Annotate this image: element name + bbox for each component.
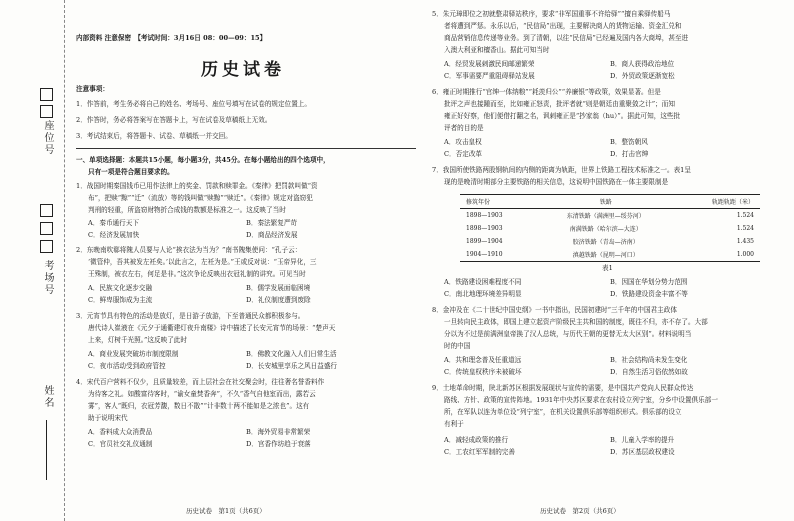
table-cell: 1898—1903 — [466, 212, 503, 219]
question-line: 8．金冲及在《二十世纪中国史纲》一书中指出，民国初建时“三千年的中国君主政体 — [432, 306, 677, 314]
notes-heading: 注意事项： — [76, 85, 109, 93]
question-line: 评者的目的是 — [444, 124, 484, 132]
option-a[interactable]: A．攻击皇权 — [444, 138, 482, 146]
question-line: 分以为不过是前满洲皇帝换了汉人总统，与历代王朝的更替无太大区别”。材料说明当 — [444, 330, 692, 338]
question-line: 一旦转向民主政体，即国上建立起资产阶级民主共和国的制度，既往不归，亦不存了。大部 — [444, 318, 708, 326]
question-line: 1．战国时期秦国钱币已用作法律上的奖金、罚款和赎罪金。《秦律》把罚款叫做“资 — [76, 182, 318, 190]
table-cell: 1904—1910 — [466, 251, 503, 258]
question-line: 3．元宵节具有特色的活动是放灯，是日游子放游，下至普通民众都积极参与。 — [76, 312, 305, 320]
table-cell: 南满铁路（哈尔滨—大连） — [569, 226, 642, 233]
option-b[interactable]: B．海外贸易非常繁荣 — [246, 428, 311, 436]
page-2 — [430, 0, 786, 521]
table-header-cell: 铁路 — [599, 199, 612, 206]
exam-room-label: 考场号 — [42, 260, 53, 296]
option-b[interactable]: B．儒学发展面临困境 — [246, 284, 311, 292]
seat-box[interactable] — [40, 88, 53, 101]
option-d[interactable]: D．打击官绅 — [610, 150, 649, 158]
option-c[interactable]: C．否定改革 — [444, 150, 483, 158]
option-c[interactable]: C．军事需要严重阻碍驿站发展 — [444, 72, 535, 80]
table-cell: 1898—1903 — [466, 225, 503, 232]
question-line: 现的是晚清时期部分主要铁路的相关信息，这说明中国铁路在一体主要限制是 — [444, 178, 669, 186]
option-d[interactable]: D．礼仪制度遭到废除 — [246, 296, 311, 304]
note-item: 3．考试结束后，将答题卡、试卷、草稿纸一并交回。 — [76, 132, 232, 140]
table-header-cell: 修筑年份 — [466, 199, 491, 206]
option-a[interactable]: A．共和理念普及任重道远 — [444, 356, 522, 364]
option-b[interactable]: B．整饬朝风 — [610, 138, 648, 146]
option-d[interactable]: D．商品经济发展 — [246, 231, 298, 239]
option-a[interactable]: A．民族文化逐步交融 — [88, 284, 153, 292]
railway-table — [460, 194, 760, 262]
table-cell: 1899—1904 — [466, 238, 503, 245]
table-cell: 1.435 — [736, 238, 754, 245]
page-footer: 历史试卷 第1页（共6页） — [186, 507, 266, 515]
option-d[interactable]: D．苏区基层政权建设 — [610, 448, 675, 456]
table-cell: 1.524 — [736, 212, 754, 219]
question-line: 唐代诗人崔液在《元夕于通衢建灯夜升南楼》诗中描述了长安元宵节的场景：“楚声天 — [88, 324, 336, 332]
question-line: 路线、方针、政策的宣传阵地。1931年中央苏区要求在农村设立列宁室，分乡中设置俱乐部一 — [444, 396, 718, 404]
section-heading: 一、单项选择题：本题共15小题，每小题3分，共45分。在每小题给出的四个选项中， — [76, 156, 330, 164]
option-d[interactable]: D．自然生活习俗依然如故 — [610, 368, 688, 376]
table-cell: 1.524 — [736, 225, 754, 232]
page-title: 历史试卷 — [201, 60, 285, 80]
table-cell: 胶济铁路（青岛—济南） — [572, 239, 639, 246]
seat-box[interactable] — [40, 105, 53, 118]
option-c[interactable]: C．工农红军军制的完善 — [444, 448, 515, 456]
question-line: 入澳大利亚和檀香山。据此可知当时 — [444, 46, 550, 54]
option-a[interactable]: A．减轻成政策的推行 — [444, 436, 509, 444]
option-d[interactable]: D．宫香作坊趋于衰落 — [246, 440, 311, 448]
table-row — [460, 222, 760, 235]
question-line: 所，在军队以连为单位设“列宁室”，在机关设置俱乐部等组织形式。俱乐部的设立 — [444, 408, 682, 416]
note-item: 2．作答时，务必将答案写在答题卡上，写在试卷及草稿纸上无效。 — [76, 116, 272, 124]
table-row — [460, 209, 760, 223]
table-caption: 表1 — [602, 264, 613, 272]
question-line: 助于说明宋代 — [88, 414, 128, 422]
option-b[interactable]: B．儿童入学率的提升 — [610, 436, 675, 444]
question-line: 6．雍正时期推行“官绅一体纳粮”“耗羡归公”“养廉银”等政策，效果显著。但是 — [432, 88, 661, 96]
option-c[interactable]: C．经济发展加快 — [88, 231, 140, 239]
option-c[interactable]: C．鲜卑服饰成为主流 — [88, 296, 153, 304]
option-d[interactable]: D．外贸政策逐渐宽松 — [610, 72, 675, 80]
table-row — [460, 235, 760, 248]
exam-room-box[interactable] — [40, 240, 53, 253]
option-a[interactable]: A．经贸发展刺激民间邮递繁荣 — [444, 60, 535, 68]
table-cell: 1.000 — [736, 251, 754, 258]
question-line: 2．东晚南吹郗将隗人员要与人论“挨衣法为当为？”南书隗集使问：“孔子云： — [76, 246, 302, 254]
option-c[interactable]: C．南北地理环境差异明显 — [444, 290, 522, 298]
exam-room-box[interactable] — [40, 204, 53, 217]
option-a[interactable]: A．商业发展突破坊市制度限制 — [88, 350, 179, 358]
divider — [76, 148, 416, 149]
question-line: 商品营销信息传递等业务。到了清朝，以往“民信局”已经遍及国内各大商埠，甚至进 — [444, 34, 689, 42]
question-line: 5．朱元璋即位之初就整肃驿站秩序，要求“非军国重事不许给驿”“擅自乘驿传船马 — [432, 10, 671, 18]
table-cell: 东清铁路（满洲里—绥芬河） — [566, 213, 645, 220]
question-line: 判刑的轻重，所盗窃财物折合成钱的数额是标准之一。这反映了当时 — [88, 206, 286, 214]
question-line: ‘微管仲，吾其被发左衽矣。’以此言之，左衽为是。”王或反对说：“玉帝异化，三 — [88, 258, 317, 266]
option-c[interactable]: C．官员社交礼仪通制 — [88, 440, 153, 448]
question-line: 9．土地革命时期，陕北新苏区根据发展现状与宣传的需要，是中国共产党向人民群众传达 — [432, 384, 694, 392]
question-line: 布”，把赎“黥”“迁”（流放）等的钱叫做“赎黥”“赎迁”。《秦律》规定对盗窃犯 — [88, 194, 313, 202]
table-cell: 滇越铁路（昆明—河口） — [572, 252, 639, 259]
option-c[interactable]: C．传统皇权秩序未被破坏 — [444, 368, 522, 376]
table-header-cell: 轨距轨距（米） — [711, 199, 754, 206]
confidential-note: 内部资料 注意保密 【考试时间：3月16日 08：00—09：15】 — [76, 34, 267, 42]
name-line[interactable] — [46, 420, 47, 480]
exam-room-box[interactable] — [40, 222, 53, 235]
seat-label: 座位号 — [42, 120, 53, 156]
option-b[interactable]: B．商人获得政治地位 — [610, 60, 675, 68]
question-line: 时的中国 — [444, 342, 471, 350]
binding-margin — [0, 0, 65, 521]
option-b[interactable]: B．秦法繁复严苛 — [246, 219, 298, 227]
question-line: 雾”，客人“既归，衣冠芳馥，数日不散”“计非数十两不能如是之浓也”。这有 — [88, 402, 310, 410]
option-b[interactable]: B．社会结构尚未发生变化 — [610, 356, 688, 364]
question-line: 7．我国所使铁路两股钢轨间的内侧的距离为轨距，世界上铁路工程技术标准之一。表1呈 — [432, 166, 691, 174]
option-d[interactable]: D．铁路建设资金丰富不等 — [610, 290, 688, 298]
question-line: 上来，灯树千光照。”这反映了此时 — [88, 336, 187, 344]
question-line: 4．宋代百户营料不仅少，且质量较差，而上层社会在社交聚会时，往往奢名誉香料作 — [76, 378, 325, 386]
option-c[interactable]: C．夜市活动受到政府管控 — [88, 362, 166, 370]
page-footer: 历史试卷 第2页（共6页） — [540, 507, 620, 515]
option-a[interactable]: A．秦币通行天下 — [88, 219, 139, 227]
question-line: 有利于 — [444, 420, 464, 428]
section-heading: 只有一项是符合题目要求的。 — [88, 168, 174, 176]
question-line: 雍正好好察，他们便借打翻之名，讽刺雍正是“抄家翁（hu）”。据此可知，这些批 — [444, 112, 681, 120]
option-a[interactable]: A．铁路建设困难程度不同 — [444, 278, 522, 286]
option-b[interactable]: B．佛教文化融入人们日常生活 — [246, 350, 337, 358]
question-line: 王殊制，被衣左右，何足是非。”这次争论反映出衣冠礼制的讲究。可见当时 — [88, 270, 306, 278]
name-label: 姓名 — [42, 385, 53, 409]
note-item: 1．作答前，考生务必将自己的姓名、考场号、座位号填写在试卷的规定位置上。 — [76, 100, 311, 108]
page-1 — [66, 0, 418, 521]
option-a[interactable]: A．香料成大众消费品 — [88, 428, 153, 436]
question-line: 批评之声也接踵而至，比如雍正怒责，批评者就“则是朝廷由重聚敛之计”；而知 — [444, 100, 675, 108]
question-line: 者将遭到严惩。永乐以后，“民信局”出现，主要解决商人的货物运输、资金汇兑和 — [444, 22, 682, 30]
option-d[interactable]: D．长安城里享乐之风日益盛行 — [246, 362, 338, 370]
table-row — [460, 248, 760, 262]
question-line: 为待客之礼。如酸富待客时，“谕女童焚香奔”，不久“香气自他室而出，露若云 — [88, 390, 316, 398]
option-b[interactable]: B．因国在华划分势力范围 — [610, 278, 688, 286]
table-header — [460, 195, 760, 209]
